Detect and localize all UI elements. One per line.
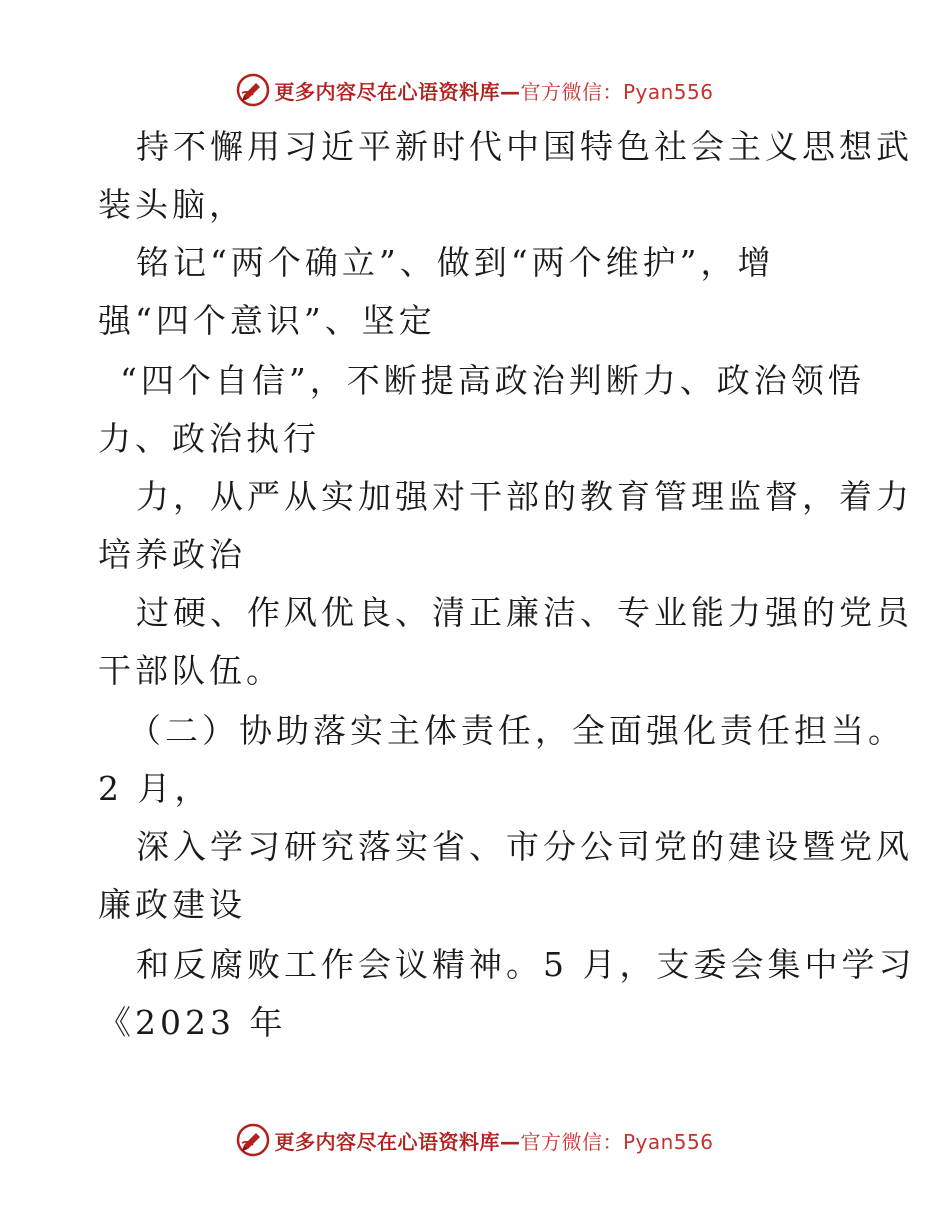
body-line: 深入学习研究落实省、市分公司党的建设暨党风 bbox=[136, 827, 913, 866]
header-banner-main: 更多内容尽在心语资料库— bbox=[274, 79, 521, 104]
header-banner-wechat: 官方微信：Pyan556 bbox=[520, 79, 714, 104]
book-pen-logo-icon bbox=[236, 73, 270, 107]
header-watermark-banner bbox=[0, 70, 950, 110]
body-line: 培养政治 bbox=[98, 535, 246, 574]
book-pen-logo-icon bbox=[236, 1123, 270, 1157]
body-line: 强“四个意识”、坚定 bbox=[98, 301, 436, 340]
body-line: 力、政治执行 bbox=[98, 419, 320, 458]
body-line: “四个自信”，不断提高政治判断力、政治领悟 bbox=[120, 361, 865, 400]
header-banner-text bbox=[274, 76, 713, 105]
footer-banner-main: 更多内容尽在心语资料库— bbox=[274, 1129, 521, 1154]
body-line: 过硬、作风优良、清正廉洁、专业能力强的党员 bbox=[136, 593, 913, 632]
footer-watermark-banner bbox=[0, 1120, 950, 1160]
body-line: （二）协助落实主体责任，全面强化责任担当。 bbox=[128, 711, 905, 750]
body-line: 2 月， bbox=[98, 769, 212, 808]
body-line: 和反腐败工作会议精神。5 月，支委会集中学习 bbox=[136, 945, 916, 984]
body-line: 力，从严从实加强对干部的教育管理监督，着力 bbox=[136, 477, 913, 516]
body-line: 装头脑， bbox=[98, 185, 246, 224]
body-line: 干部队伍。 bbox=[98, 651, 283, 690]
footer-banner-text bbox=[274, 1126, 713, 1155]
footer-banner-wechat: 官方微信：Pyan556 bbox=[520, 1129, 714, 1154]
body-line: 《2023 年 bbox=[98, 1003, 287, 1042]
body-line: 铭记“两个确立”、做到“两个维护”，增 bbox=[136, 243, 775, 282]
body-line: 廉政建设 bbox=[98, 885, 246, 924]
body-line: 持不懈用习近平新时代中国特色社会主义思想武 bbox=[136, 127, 913, 166]
